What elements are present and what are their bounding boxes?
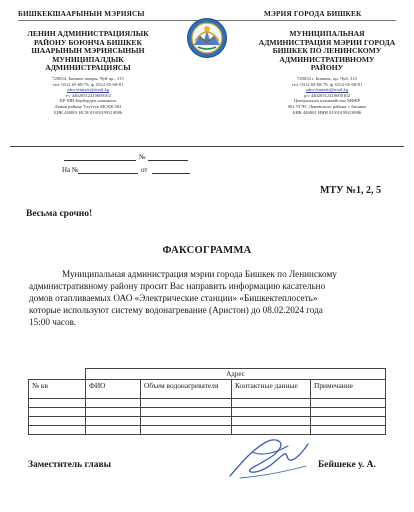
- body-line-4: которые используют систему водонагревание (Аристон) до 08.02.2024 года: [29, 305, 323, 315]
- left-org-line: ШААРЫНЫН МЭРИЯСЫНЫН: [31, 46, 145, 56]
- right-org-block: [252, 30, 402, 73]
- address-table: [28, 368, 386, 435]
- left-header-title: БИШКЕКШААРЫНЫН МЭРИЯСЫ: [18, 10, 145, 18]
- signer-name: Бейшеке у. А.: [318, 460, 376, 470]
- left-detail-line: БИК 440001 ИСН 01910199210086: [53, 109, 123, 115]
- right-org-line: АДМИНИСТРАТИВНОМУ: [279, 54, 375, 64]
- incoming-date-field[interactable]: [152, 173, 190, 174]
- left-org-line: ЛЕНИН АДМИНИСТРАЦИЯЛЫК: [27, 29, 149, 38]
- incoming-no-label: На №: [62, 166, 79, 174]
- right-detail-line: тел. 0312 65-68-78, ф. 0312 65-68-81: [291, 81, 363, 87]
- table-row[interactable]: [29, 399, 386, 408]
- right-org-line: БИШКЕК ПО ЛЕНИНСКОМУ: [272, 46, 382, 56]
- left-detail-line: 720054, Бишкек шаары, Чуй пр., 315: [52, 76, 124, 81]
- left-org-block: [12, 30, 164, 73]
- signer-position: Заместитель главы: [28, 460, 111, 470]
- document-title: ФАКСОГРАММА: [162, 245, 252, 256]
- table-row[interactable]: [29, 426, 386, 435]
- body-line-3: домов отапливаемых ОАО «Электрические станции» «Бишкектеплосеть»: [29, 293, 318, 303]
- left-detail-line: тел. 0312 65-68-78, ф. 0312 65-68-81: [52, 81, 124, 87]
- table-corner-cell: [29, 369, 86, 380]
- right-email-link[interactable]: adm-leninski@mail.kg: [305, 87, 349, 93]
- left-detail-line: т/с 44020512410000102: [65, 92, 111, 98]
- left-details: [12, 76, 164, 115]
- right-org-line: РАЙОНУ: [310, 63, 344, 73]
- table-header-cell: Примечание: [311, 380, 386, 399]
- body-line-2: административному району просит Вас направить информацию касательно: [29, 281, 326, 291]
- table-row[interactable]: [29, 417, 386, 426]
- left-detail-line: Ленин району Улуттук МСКК 002: [54, 103, 122, 109]
- signature-icon: [222, 432, 314, 484]
- outgoing-number-field[interactable]: [148, 160, 188, 161]
- table-header-cell: ФИО: [86, 380, 141, 399]
- table-header-row: [29, 380, 386, 399]
- right-detail-line: 002 УГЧС Ленинского района г. Бишкек: [287, 103, 367, 109]
- right-detail-line: Центральное казначейство МФКР: [293, 98, 361, 104]
- table-group-header-row: [29, 369, 386, 380]
- outgoing-no-label: №: [139, 153, 146, 161]
- left-org-line: РАЙОНУ БОЮНЧА БИШКЕК: [34, 37, 142, 47]
- right-org-line: МУНИЦИПАЛЬНАЯ: [289, 29, 365, 38]
- table-row[interactable]: [29, 408, 386, 417]
- table-header-cell: Объем водонагревателя: [141, 380, 232, 399]
- left-org-line: АДМИНИСТРАЦИЯСЫ: [45, 63, 131, 73]
- table-header-cell: Контактные данные: [232, 380, 311, 399]
- right-details: [252, 76, 402, 115]
- left-org-line: МУНИЦИПАЛДЫК: [52, 54, 124, 64]
- outgoing-date-field[interactable]: [64, 160, 136, 161]
- body-line-5: 15:00 часов.: [29, 317, 77, 327]
- right-detail-line: БИК 440001 ИНН 01910199210086: [292, 109, 362, 115]
- left-detail-line: КР-МН Борбордук казынасы: [59, 98, 117, 104]
- right-detail-line: р/с 44020512410000102: [304, 92, 350, 98]
- right-header-title: МЭРИЯ ГОРОДА БИШКЕК: [264, 10, 362, 18]
- recipient: МТУ №1, 2, 5: [320, 185, 381, 196]
- body-line-1: Муниципальная администрация мэрии города Бишкек по Ленинскому: [62, 269, 337, 279]
- table-group-header: Адрес: [86, 369, 386, 380]
- incoming-from-label: от: [141, 166, 148, 174]
- table-header-cell: № кв: [29, 380, 86, 399]
- kyrgyz-emblem-icon: [186, 17, 228, 59]
- right-detail-line: 720054 г. Бишкек, пр. Чуй, 315: [297, 76, 357, 81]
- left-email-link[interactable]: adm-leninski@mail.kg: [66, 87, 110, 93]
- header-bottom-rule: [10, 146, 404, 147]
- incoming-number-field[interactable]: [78, 173, 138, 174]
- right-org-line: АДМИНИСТРАЦИЯ МЭРИИ ГОРОДА: [258, 37, 396, 47]
- urgent-note: Весьма срочно!: [26, 209, 93, 219]
